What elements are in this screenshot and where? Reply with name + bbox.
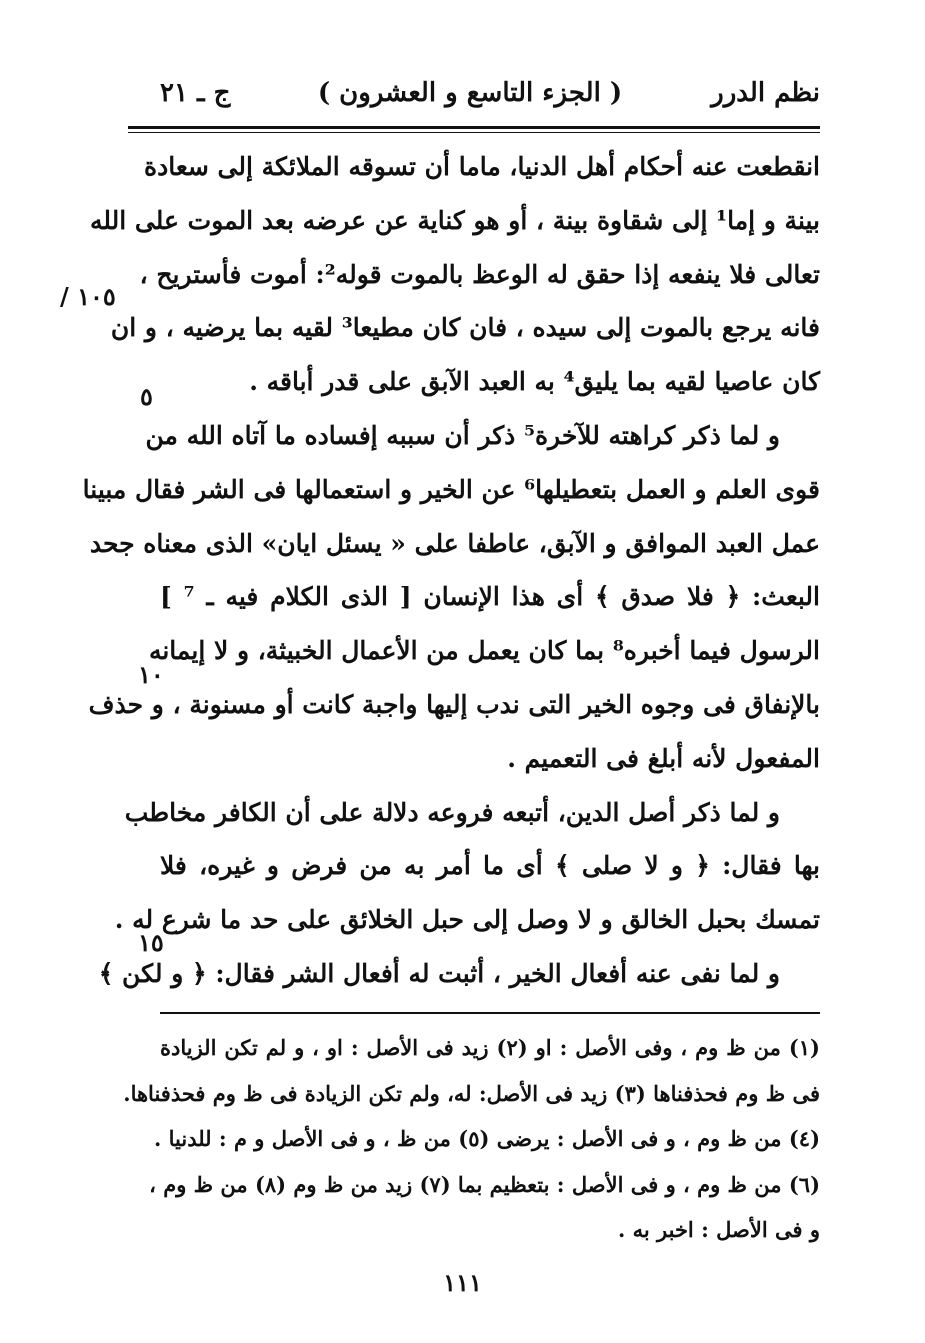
text-line: المفعول لأنه أبلغ فى التعميم . xyxy=(507,743,820,773)
text-line: بالإنفاق فى وجوه الخير التى ندب إليها واجبة كانت أو مسنونة ، و حذف xyxy=(88,689,820,719)
text-line: فانه يرجع بالموت إلى سيده ، فان كان مطيعا³ لقيه بما يرضيه ، و ان xyxy=(110,313,820,343)
text-line: و لما ذكر أصل الدين، أتبعه فروعه دلالة على أن الكافر مخاطب xyxy=(124,797,780,827)
footnote-line: (٦) من ظ وم ، و فى الأصل : بتعظيم بما (٧) زيد من ظ وم (٨) من ظ وم ، xyxy=(149,1171,820,1197)
text-line: انقطعت عنه أحكام أهل الدنيا، ماما أن تسوقه الملائكة إلى سعادة xyxy=(143,152,820,181)
header-rule-thick xyxy=(128,126,820,129)
margin-line-number-10: ١٠ xyxy=(138,660,164,689)
margin-line-number-5: ٥ xyxy=(140,382,153,411)
header-rule-thin xyxy=(128,132,820,133)
text-line: و لما ذكر كراهته للآخرة⁵ ذكر أن سببه إفساده ما آتاه الله من xyxy=(145,420,780,450)
text-line: تمسك بحبل الخالق و لا وصل إلى حبل الخلائق على حد ما شرع له . xyxy=(114,905,820,935)
text-line: البعث: ﴿ فلا صدق ﴾ أى هذا الإنسان [ الذى الكلام فيه ـ ⁷ ] xyxy=(160,582,820,612)
footnote-separator xyxy=(160,1012,820,1014)
margin-folio-number: ١٠٥ / xyxy=(60,282,116,311)
text-line: قوى العلم و العمل بتعطيلها⁶ عن الخير و استعمالها فى الشر فقال مبينا xyxy=(82,474,820,504)
margin-line-number-15: ١٥ xyxy=(138,928,164,957)
volume-label: ج ـ ٢١ xyxy=(160,78,231,108)
text-line: و لما نفى عنه أفعال الخير ، أثبت له أفعال الشر فقال: ﴿ و لكن ﴾ xyxy=(98,958,780,988)
running-header xyxy=(120,70,820,120)
part-title: ( الجزء التاسع و العشرون ) xyxy=(317,78,623,108)
text-line: بها فقال: ﴿ و لا صلى ﴾ أى ما أمر به من فرض و غيره، فلا xyxy=(160,851,820,881)
footnotes xyxy=(123,1025,820,1253)
text-line: الرسول فيما أخبره⁸ بما كان يعمل من الأعمال الخبيثة، و لا إيمانه xyxy=(148,636,820,666)
text-line: بينة و إما¹ إلى شقاوة بينة ، أو هو كناية عن عرضه بعد الموت على الله xyxy=(89,205,820,235)
book-title: نظم الدرر xyxy=(711,78,820,108)
text-line: عمل العبد الموافق و الآبق، عاطفا على « يسئل ايان» الذى معناه جحد xyxy=(89,528,820,558)
page-number: ١١١ xyxy=(443,1268,482,1297)
footnote-line: فى ظ وم فحذفناها (٣) زيد فى الأصل: له، ولم تكن الزيادة فى ظ وم فحذفناها. xyxy=(123,1080,820,1106)
footnote-line: و فى الأصل : اخبر به . xyxy=(617,1217,820,1242)
text-line: تعالى فلا ينفعه إذا حقق له الوعظ بالموت قوله²: أموت فأستريح ، xyxy=(139,259,820,289)
footnote-line: (١) من ظ وم ، وفى الأصل : او (٢) زيد فى الأصل : او ، و لم تكن الزيادة xyxy=(160,1035,820,1060)
footnote-line: (٤) من ظ وم ، و فى الأصل : يرضى (٥) من ظ ، و فى الأصل و م : للدنيا . xyxy=(154,1126,820,1151)
text-line: كان عاصيا لقيه بما يليق⁴ به العبد الآبق على قدر أباقه . xyxy=(249,367,820,397)
